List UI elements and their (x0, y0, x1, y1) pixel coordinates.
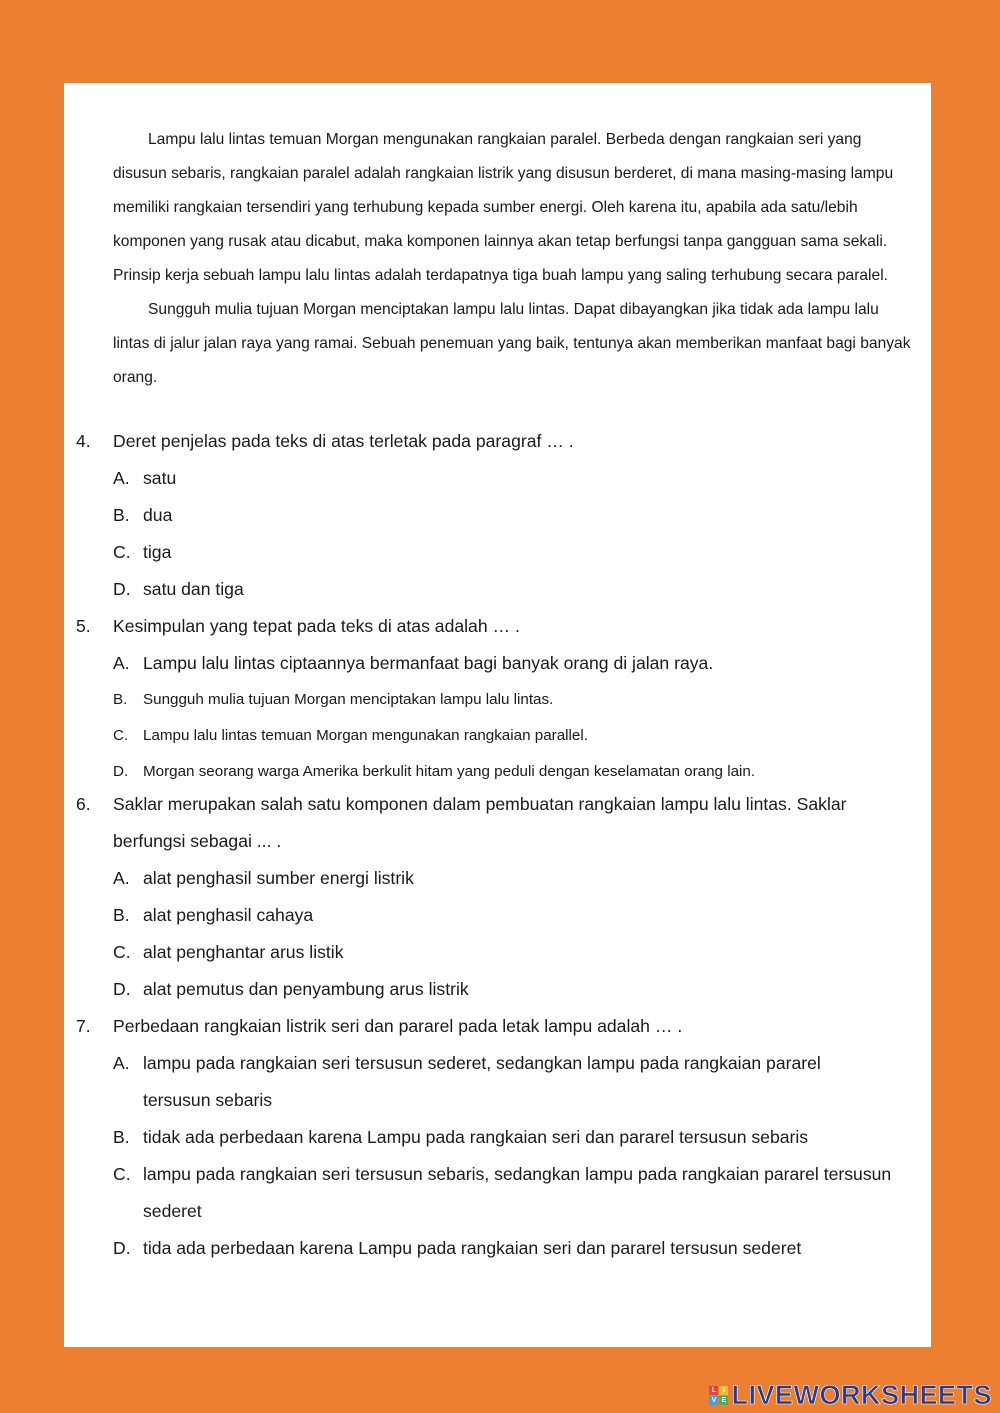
option-letter: B. (113, 505, 130, 525)
option-text: lampu pada rangkaian seri tersusun sederet, sedangkan lampu pada rangkaian pararel tersusun sebaris (143, 1053, 821, 1110)
option-b[interactable] (64, 497, 904, 534)
question-number: 6. (76, 794, 91, 814)
logo-cube: L (709, 1386, 718, 1395)
option-text: alat penghantar arus listik (143, 942, 344, 962)
option-letter: D. (113, 763, 129, 780)
option-c[interactable] (64, 718, 904, 754)
logo-cube: E (719, 1396, 728, 1405)
option-a[interactable] (64, 460, 904, 497)
question-5 (64, 608, 904, 790)
option-letter: A. (113, 468, 130, 488)
question-number: 7. (76, 1016, 91, 1036)
option-a[interactable] (64, 1045, 904, 1119)
logo-cube: I (719, 1386, 728, 1395)
question-number: 5. (76, 616, 91, 636)
option-letter: D. (113, 579, 131, 599)
passage-paragraph-2: Sungguh mulia tujuan Morgan menciptakan lampu lalu lintas. Dapat dibayangkan jika tidak ada lampu lalu lintas di jalur jalan raya yang ramai. Sebuah penemuan yang baik, tentunya akan memberikan manfaat bagi banyak orang. (113, 301, 911, 386)
question-6 (64, 786, 904, 1008)
option-text: Lampu lalu lintas temuan Morgan mengunakan rangkaian parallel. (143, 727, 588, 744)
option-text: satu dan tiga (143, 579, 244, 599)
option-letter: D. (113, 1238, 131, 1258)
option-b[interactable] (64, 1119, 904, 1156)
option-text: dua (143, 505, 173, 525)
worksheet-page (64, 83, 931, 1347)
option-b[interactable] (64, 897, 904, 934)
option-a[interactable] (64, 645, 904, 682)
option-letter: B. (113, 691, 128, 708)
option-letter: C. (113, 727, 129, 744)
option-letter: B. (113, 1127, 130, 1147)
option-text: Morgan seorang warga Amerika berkulit hitam yang peduli dengan keselamatan orang lain. (143, 763, 756, 780)
option-letter: A. (113, 653, 130, 673)
option-letter: C. (113, 1164, 131, 1184)
option-a[interactable] (64, 860, 904, 897)
question-text: Perbedaan rangkaian listrik seri dan pararel pada letak lampu adalah … . (113, 1016, 683, 1036)
option-d[interactable] (64, 971, 904, 1008)
question-number: 4. (76, 431, 91, 451)
option-c[interactable] (64, 1156, 904, 1230)
option-text: tiga (143, 542, 172, 562)
option-text: alat pemutus dan penyambung arus listrik (143, 979, 469, 999)
question-text: Deret penjelas pada teks di atas terletak pada paragraf … . (113, 431, 574, 451)
option-text: lampu pada rangkaian seri tersusun sebaris, sedangkan lampu pada rangkaian pararel tersusun sederet (143, 1164, 892, 1221)
question-text: Kesimpulan yang tepat pada teks di atas adalah … . (113, 616, 520, 636)
option-d[interactable] (64, 754, 904, 790)
option-text: tidak ada perbedaan karena Lampu pada rangkaian seri dan pararel tersusun sebaris (143, 1127, 809, 1147)
option-text: tida ada perbedaan karena Lampu pada rangkaian seri dan pararel tersusun sederet (143, 1238, 802, 1258)
option-b[interactable] (64, 682, 904, 718)
option-text: satu (143, 468, 177, 488)
option-c[interactable] (64, 534, 904, 571)
option-letter: C. (113, 542, 131, 562)
option-letter: A. (113, 1053, 130, 1073)
option-letter: C. (113, 942, 131, 962)
option-text: alat penghasil cahaya (143, 905, 314, 925)
question-4 (64, 423, 904, 608)
option-letter: D. (113, 979, 131, 999)
option-text: Lampu lalu lintas ciptaannya bermanfaat bagi banyak orang di jalan raya. (143, 653, 714, 673)
option-d[interactable] (64, 1230, 904, 1267)
option-letter: B. (113, 905, 130, 925)
logo-cubes-icon (709, 1386, 728, 1405)
logo-cube: V (709, 1396, 718, 1405)
passage-paragraph-1: Lampu lalu lintas temuan Morgan mengunakan rangkaian paralel. Berbeda dengan rangkaian seri yang disusun sebaris, rangkaian paralel adalah rangkaian listrik yang disusun berderet, di mana masing-masing lampu memiliki rangkaian tersendiri yang terhubung kepada sumber energi. Oleh karena itu, apabila ada satu/lebih komponen yang rusak atau dicabut, maka komponen lainnya akan tetap berfungsi tanpa gangguan sama sekali. Prinsip kerja sebuah lampu lalu lintas adalah terdapatnya tiga buah lampu yang saling terhubung secara paralel. (113, 131, 894, 284)
option-c[interactable] (64, 934, 904, 971)
option-letter: A. (113, 868, 130, 888)
question-text: Saklar merupakan salah satu komponen dalam pembuatan rangkaian lampu lalu lintas. Saklar berfungsi sebagai ... . (113, 794, 847, 851)
question-7 (64, 1008, 904, 1267)
logo-text: LIVEWORKSHEETS (731, 1379, 992, 1410)
option-text: Sungguh mulia tujuan Morgan menciptakan lampu lalu lintas. (143, 691, 554, 708)
reading-passage (113, 123, 919, 395)
option-d[interactable] (64, 571, 904, 608)
option-text: alat penghasil sumber energi listrik (143, 868, 414, 888)
liveworksheets-logo[interactable] (709, 1380, 992, 1410)
